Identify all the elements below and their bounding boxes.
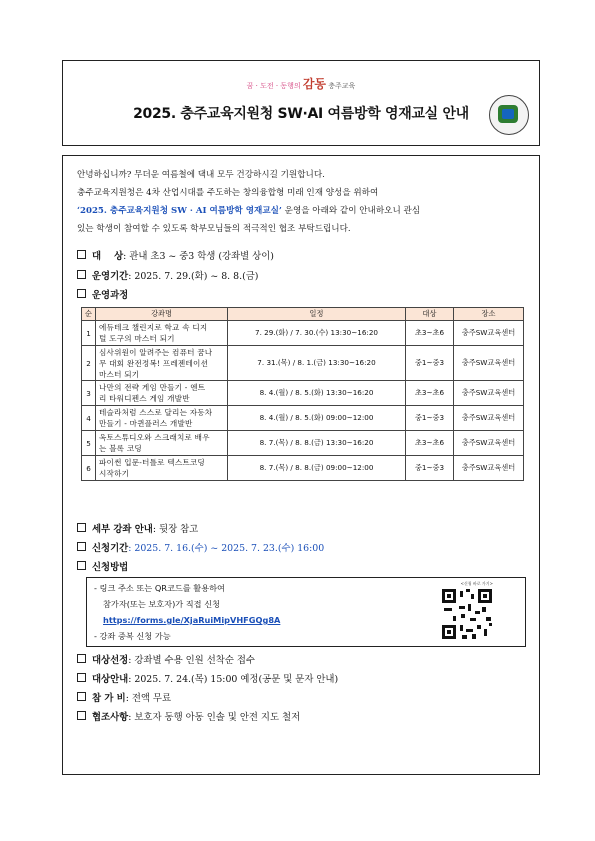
target-label: 대 상 xyxy=(92,251,124,262)
table-row xyxy=(82,381,524,406)
qr-code-icon[interactable] xyxy=(442,589,492,639)
course-target: 초3~초6 xyxy=(406,431,454,456)
course-no: 4 xyxy=(82,406,96,431)
course-place: 충주SW교육센터 xyxy=(454,456,524,481)
motto-suffix: 충주교육 xyxy=(328,82,356,90)
motto xyxy=(63,75,539,92)
detail-row xyxy=(77,521,198,535)
selection-label: 대상선정 xyxy=(92,655,129,666)
period-value: : 2025. 7. 29.(화) ~ 8. 8.(금) xyxy=(128,271,259,282)
table-row xyxy=(82,346,524,381)
target-value: : 관내 초3 ~ 중3 학생 (강좌별 상이) xyxy=(123,251,274,262)
cooperation-value: : 보호자 동행 아동 인솔 및 안전 지도 철저 xyxy=(128,712,301,723)
motto-emphasis: 감동 xyxy=(302,77,327,91)
course-date: 8. 4.(월) / 8. 5.(화) 13:30~16:20 xyxy=(228,381,406,406)
course-date: 8. 7.(목) / 8. 8.(금) 13:30~16:20 xyxy=(228,431,406,456)
motto-text: 꿈 · 도전 · 동행의 xyxy=(246,82,301,90)
checkbox-icon xyxy=(77,711,86,720)
table-row xyxy=(82,321,524,346)
notice-value: : 2025. 7. 24.(목) 15:00 예정(공문 및 문자 안내) xyxy=(128,674,339,685)
column-header: 대상 xyxy=(406,308,454,321)
course-place: 충주SW교육센터 xyxy=(454,406,524,431)
course-no: 3 xyxy=(82,381,96,406)
table-row xyxy=(82,431,524,456)
intro-line: 안녕하십니까? 무더운 여름철에 댁내 모두 건강하시길 기원합니다. xyxy=(77,170,325,180)
course-target: 중1~중3 xyxy=(406,406,454,431)
apply-method-row xyxy=(77,559,128,573)
program-name: ‘2025. 충주교육지원청 SW · AI 여름방학 영재교실’ xyxy=(77,206,282,216)
course-place: 충주SW교육센터 xyxy=(454,431,524,456)
intro-line: 있는 학생이 참여할 수 있도록 학부모님들의 적극적인 협조 부탁드립니다. xyxy=(77,224,351,234)
course-name: 에듀테크 챌린지로 학교 속 디지 털 도구의 마스터 되기 xyxy=(96,321,228,346)
course-no: 2 xyxy=(82,346,96,381)
header-box xyxy=(62,60,540,146)
course-name: 파이썬 입문-터틀로 텍스트코딩 시작하기 xyxy=(96,456,228,481)
column-header: 강좌명 xyxy=(96,308,228,321)
course-no: 6 xyxy=(82,456,96,481)
checkbox-icon xyxy=(77,542,86,551)
apply-period-value: : 2025. 7. 16.(수) ~ 2025. 7. 23.(수) 16:00 xyxy=(128,543,325,554)
checkbox-icon xyxy=(77,673,86,682)
checkbox-icon xyxy=(77,561,86,570)
detail-label: 세부 강좌 안내 xyxy=(92,524,153,535)
course-place: 충주SW교육센터 xyxy=(454,381,524,406)
apply-note: - 강좌 중복 신청 가능 xyxy=(94,631,171,641)
column-header: 장소 xyxy=(454,308,524,321)
courses-table xyxy=(81,307,524,481)
intro-line: ‘2025. 충주교육지원청 SW · AI 여름방학 영재교실’ 운영을 아래와 같이 안내하오니 관심 xyxy=(77,206,421,216)
courses-label: 운영과정 xyxy=(92,290,129,301)
apply-link[interactable]: https://forms.gle/XjaRuiMipVHFGQg8A xyxy=(103,615,281,625)
course-date: 7. 29.(화) / 7. 30.(수) 13:30~16:20 xyxy=(228,321,406,346)
apply-instruction: 참가자(또는 보호자)가 직접 신청 xyxy=(103,599,221,609)
checkbox-icon xyxy=(77,692,86,701)
qr-label: <신청 바로 가기> xyxy=(460,581,493,586)
course-place: 충주SW교육센터 xyxy=(454,346,524,381)
notice-label: 대상안내 xyxy=(92,674,129,685)
apply-method-label: 신청방법 xyxy=(92,562,129,573)
apply-method-box xyxy=(86,577,526,647)
table-header-row xyxy=(82,308,524,321)
column-header: 순 xyxy=(82,308,96,321)
apply-period-label: 신청기간 xyxy=(92,543,129,554)
table-row xyxy=(82,406,524,431)
course-no: 1 xyxy=(82,321,96,346)
checkbox-icon xyxy=(77,250,86,259)
table-row xyxy=(82,456,524,481)
detail-value: : 뒷장 참고 xyxy=(152,524,199,535)
course-date: 8. 4.(월) / 8. 5.(화) 09:00~12:00 xyxy=(228,406,406,431)
checkbox-icon xyxy=(77,289,86,298)
target-row xyxy=(77,248,274,262)
cooperation-row xyxy=(77,709,300,723)
column-header: 일정 xyxy=(228,308,406,321)
main-content xyxy=(62,155,540,775)
course-name: 테슬라처럼 스스로 달리는 자동차 만들기 - 마퀸플러스 개발반 xyxy=(96,406,228,431)
office-logo-icon xyxy=(489,95,529,135)
intro-line: 충주교육지원청은 4차 산업시대를 주도하는 창의융합형 미래 인재 양성을 위하여 xyxy=(77,188,379,198)
selection-row xyxy=(77,652,255,666)
apply-instruction: - 링크 주소 또는 QR코드를 활용하여 xyxy=(94,583,225,593)
course-target: 초3~초6 xyxy=(406,381,454,406)
apply-period-row xyxy=(77,540,324,554)
checkbox-icon xyxy=(77,654,86,663)
course-date: 8. 7.(목) / 8. 8.(금) 09:00~12:00 xyxy=(228,456,406,481)
selection-value: : 강좌별 수용 인원 선착순 접수 xyxy=(128,655,255,666)
course-target: 초3~초6 xyxy=(406,321,454,346)
fee-value: : 전액 무료 xyxy=(125,693,172,704)
course-target: 중1~중3 xyxy=(406,346,454,381)
notice-row xyxy=(77,671,338,685)
cooperation-label: 협조사항 xyxy=(92,712,129,723)
course-place: 충주SW교육센터 xyxy=(454,321,524,346)
intro-paragraph xyxy=(77,166,525,238)
checkbox-icon xyxy=(77,523,86,532)
fee-row xyxy=(77,690,171,704)
checkbox-icon xyxy=(77,270,86,279)
page-title: 2025. 충주교육지원청 SW·AI 여름방학 영재교실 안내 xyxy=(133,106,469,122)
courses-row xyxy=(77,287,128,301)
period-row xyxy=(77,268,258,282)
period-label: 운영기간 xyxy=(92,271,129,282)
course-name: 옥토스튜디오와 스크래치로 배우 는 블록 코딩 xyxy=(96,431,228,456)
course-name: 심사위원이 알려주는 컴퓨터 꿈나 무 대회 완전정복! 프레젠테이션 마스터 되기 xyxy=(96,346,228,381)
course-date: 7. 31.(목) / 8. 1.(금) 13:30~16:20 xyxy=(228,346,406,381)
course-name: 나만의 전략 게임 만들기 - 엔트 리 타워디펜스 게임 개발반 xyxy=(96,381,228,406)
fee-label: 참 가 비 xyxy=(92,693,126,704)
course-target: 중1~중3 xyxy=(406,456,454,481)
course-no: 5 xyxy=(82,431,96,456)
